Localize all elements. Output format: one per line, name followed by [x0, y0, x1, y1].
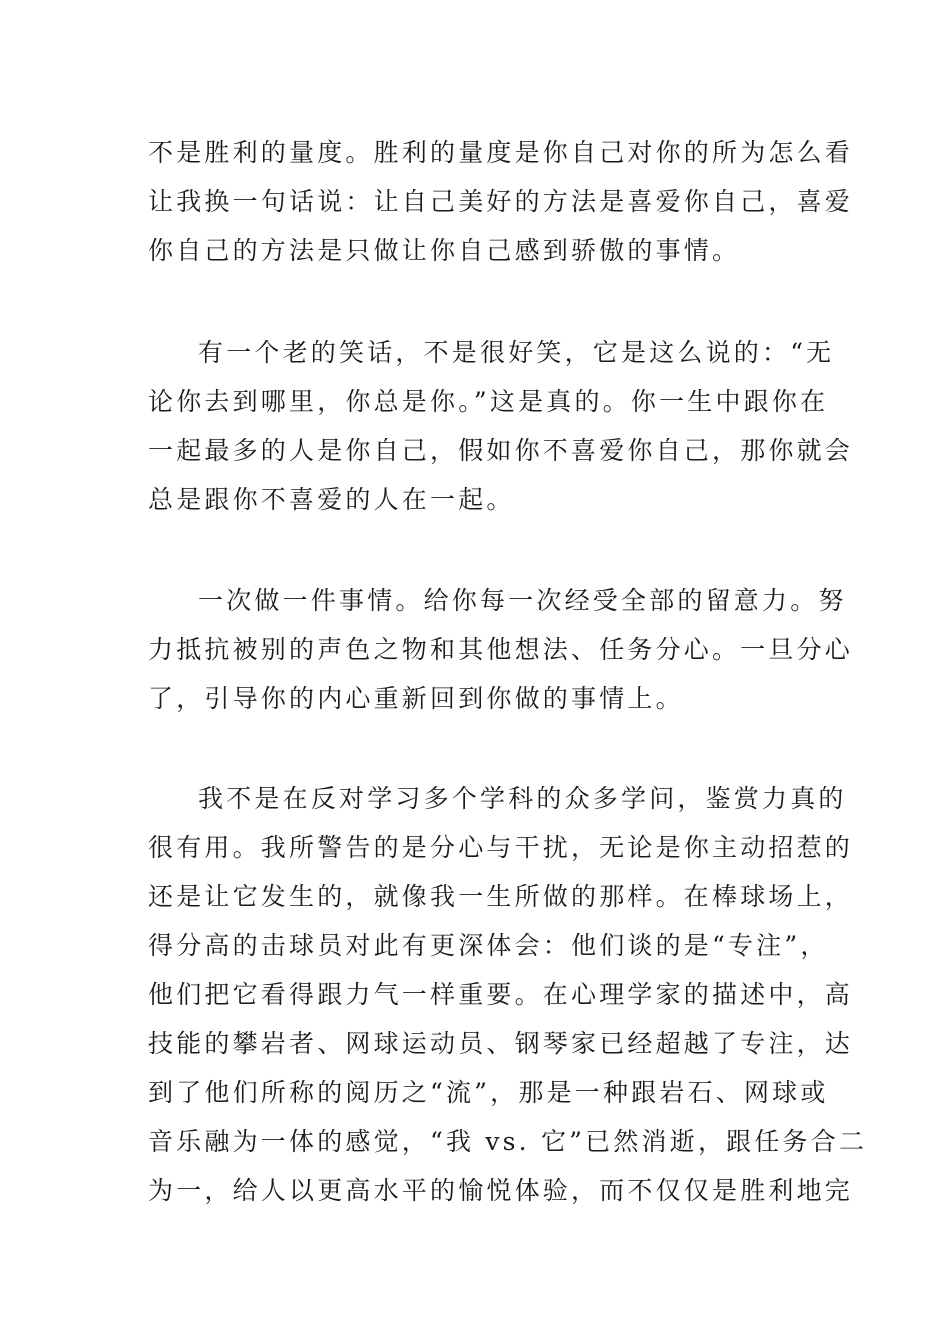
paragraph-1-line-1: 不是胜利的量度。胜利的量度是你自己对你的所为怎么看: [148, 138, 854, 167]
paragraph-4-line-5: 他们把它看得跟力气一样重要。在心理学家的描述中，高: [148, 980, 854, 1009]
paragraph-4-line-7: 到了他们所称的阅历之“流”，那是一种跟岩石、网球或: [148, 1078, 829, 1107]
paragraph-3-line-3: 了，引导你的内心重新回到你做的事情上。: [148, 684, 684, 713]
paragraph-2-line-3: 一起最多的人是你自己，假如你不喜爱你自己，那你就会: [148, 436, 854, 465]
paragraph-3-line-1: 一次做一件事情。给你每一次经受全部的留意力。努: [198, 586, 847, 615]
paragraph-2-line-4: 总是跟你不喜爱的人在一起。: [148, 485, 515, 514]
paragraph-4-line-1: 我不是在反对学习多个学科的众多学问，鉴赏力真的: [198, 784, 847, 813]
paragraph-4-line-2: 很有用。我所警告的是分心与干扰，无论是你主动招惹的: [148, 833, 854, 862]
paragraph-4-line-6: 技能的攀岩者、网球运动员、钢琴家已经超越了专注，达: [148, 1029, 854, 1058]
paragraph-4-line-3: 还是让它发生的，就像我一生所做的那样。在棒球场上，: [148, 882, 854, 911]
paragraph-3-line-2: 力抵抗被别的声色之物和其他想法、任务分心。一旦分心: [148, 635, 854, 664]
paragraph-4-line-9: 为一，给人以更高水平的愉悦体验，而不仅仅是胜利地完: [148, 1176, 854, 1205]
paragraph-4-line-4: 得分高的击球员对此有更深体会：他们谈的是“专注”，: [148, 931, 829, 960]
paragraph-4-line-8: 音乐融为一体的感觉，“我 vs. 它”已然消逝，跟任务合二: [148, 1127, 868, 1156]
paragraph-2-line-1: 有一个老的笑话，不是很好笑，它是这么说的：“无: [198, 338, 835, 367]
paragraph-1-line-3: 你自己的方法是只做让你自己感到骄傲的事情。: [148, 236, 741, 265]
paragraph-2-line-2: 论你去到哪里，你总是你。”这是真的。你一生中跟你在: [148, 387, 829, 416]
paragraph-1-line-2: 让我换一句话说：让自己美好的方法是喜爱你自己，喜爱: [148, 187, 854, 216]
